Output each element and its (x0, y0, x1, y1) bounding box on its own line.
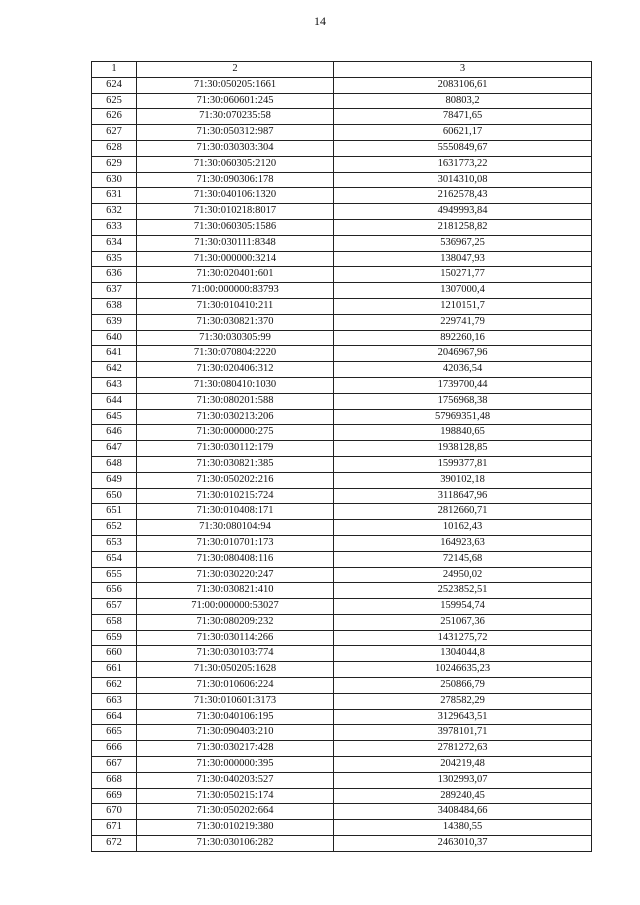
table-row (92, 251, 592, 267)
cadastral-number-cell: 71:30:030305:99 (137, 330, 334, 346)
row-number-cell: 626 (92, 109, 137, 125)
cadastral-number-cell: 71:30:050215:174 (137, 788, 334, 804)
row-number-cell: 638 (92, 298, 137, 314)
value-cell: 1302993,07 (334, 772, 592, 788)
table-row (92, 393, 592, 409)
table-row (92, 646, 592, 662)
cadastral-number-cell: 71:30:080209:232 (137, 614, 334, 630)
table-row (92, 551, 592, 567)
row-number-cell: 640 (92, 330, 137, 346)
table-row (92, 140, 592, 156)
cadastral-number-cell: 71:30:050205:1628 (137, 662, 334, 678)
row-number-cell: 646 (92, 425, 137, 441)
value-cell: 1631773,22 (334, 156, 592, 172)
table-row (92, 283, 592, 299)
cadastral-number-cell: 71:30:000000:395 (137, 757, 334, 773)
table-row (92, 188, 592, 204)
table-row (92, 630, 592, 646)
table-row (92, 346, 592, 362)
table-row (92, 362, 592, 378)
row-number-cell: 662 (92, 678, 137, 694)
value-cell: 2463010,37 (334, 836, 592, 852)
cadastral-number-cell: 71:30:010219:380 (137, 820, 334, 836)
table-row (92, 204, 592, 220)
value-cell: 278582,29 (334, 693, 592, 709)
cadastral-number-cell: 71:30:050202:664 (137, 804, 334, 820)
row-number-cell: 637 (92, 283, 137, 299)
table-row (92, 109, 592, 125)
row-number-cell: 666 (92, 741, 137, 757)
table-row (92, 614, 592, 630)
cadastral-number-cell: 71:30:030213:206 (137, 409, 334, 425)
value-cell: 289240,45 (334, 788, 592, 804)
cadastral-number-cell: 71:00:000000:53027 (137, 599, 334, 615)
table-row (92, 535, 592, 551)
table-row (92, 267, 592, 283)
cadastral-number-cell: 71:30:070804:2220 (137, 346, 334, 362)
table-row (92, 678, 592, 694)
row-number-cell: 656 (92, 583, 137, 599)
row-number-cell: 654 (92, 551, 137, 567)
table-row (92, 772, 592, 788)
row-number-cell: 645 (92, 409, 137, 425)
row-number-cell: 650 (92, 488, 137, 504)
cadastral-number-cell: 71:30:050312:987 (137, 125, 334, 141)
value-cell: 42036,54 (334, 362, 592, 378)
row-number-cell: 634 (92, 235, 137, 251)
cadastral-number-cell: 71:30:020406:312 (137, 362, 334, 378)
value-cell: 150271,77 (334, 267, 592, 283)
cadastral-number-cell: 71:30:030220:247 (137, 567, 334, 583)
table-row (92, 488, 592, 504)
cadastral-number-cell: 71:30:030103:774 (137, 646, 334, 662)
cadastral-number-cell: 71:30:010410:211 (137, 298, 334, 314)
value-cell: 78471,65 (334, 109, 592, 125)
table-row (92, 377, 592, 393)
value-cell: 1307000,4 (334, 283, 592, 299)
value-cell: 1739700,44 (334, 377, 592, 393)
row-number-cell: 630 (92, 172, 137, 188)
table-row (92, 725, 592, 741)
row-number-cell: 627 (92, 125, 137, 141)
cadastral-number-cell: 71:30:010606:224 (137, 678, 334, 694)
value-cell: 24950,02 (334, 567, 592, 583)
cadastral-number-cell: 71:30:010215:724 (137, 488, 334, 504)
value-cell: 80803,2 (334, 93, 592, 109)
table-row (92, 93, 592, 109)
cadastral-number-cell: 71:30:020401:601 (137, 267, 334, 283)
cadastral-number-cell: 71:30:000000:3214 (137, 251, 334, 267)
table-row (92, 441, 592, 457)
column-header-value: 3 (334, 62, 592, 78)
cadastral-number-cell: 71:30:030821:410 (137, 583, 334, 599)
cadastral-number-cell: 71:30:010701:173 (137, 535, 334, 551)
row-number-cell: 652 (92, 520, 137, 536)
value-cell: 3408484,66 (334, 804, 592, 820)
row-number-cell: 633 (92, 219, 137, 235)
value-cell: 1210151,7 (334, 298, 592, 314)
table-row (92, 235, 592, 251)
cadastral-number-cell: 71:30:080104:94 (137, 520, 334, 536)
table-row (92, 709, 592, 725)
table-row (92, 330, 592, 346)
cadastral-number-cell: 71:30:080201:588 (137, 393, 334, 409)
cadastral-number-cell: 71:30:030106:282 (137, 836, 334, 852)
table-header-row (92, 62, 592, 78)
value-cell: 2181258,82 (334, 219, 592, 235)
table-row (92, 77, 592, 93)
value-cell: 60621,17 (334, 125, 592, 141)
row-number-cell: 624 (92, 77, 137, 93)
table-row (92, 599, 592, 615)
cadastral-number-cell: 71:30:030112:179 (137, 441, 334, 457)
cadastral-number-cell: 71:30:040106:195 (137, 709, 334, 725)
row-number-cell: 635 (92, 251, 137, 267)
row-number-cell: 636 (92, 267, 137, 283)
row-number-cell: 660 (92, 646, 137, 662)
row-number-cell: 639 (92, 314, 137, 330)
table-row (92, 504, 592, 520)
column-header-cadastral-number: 2 (137, 62, 334, 78)
value-cell: 2046967,96 (334, 346, 592, 362)
row-number-cell: 671 (92, 820, 137, 836)
value-cell: 198840,65 (334, 425, 592, 441)
value-cell: 229741,79 (334, 314, 592, 330)
row-number-cell: 661 (92, 662, 137, 678)
table-row (92, 567, 592, 583)
row-number-cell: 664 (92, 709, 137, 725)
cadastral-number-cell: 71:30:090306:178 (137, 172, 334, 188)
cadastral-number-cell: 71:30:030114:266 (137, 630, 334, 646)
table-row (92, 741, 592, 757)
value-cell: 5550849,67 (334, 140, 592, 156)
table-row (92, 456, 592, 472)
row-number-cell: 648 (92, 456, 137, 472)
value-cell: 536967,25 (334, 235, 592, 251)
value-cell: 3978101,71 (334, 725, 592, 741)
row-number-cell: 643 (92, 377, 137, 393)
value-cell: 138047,93 (334, 251, 592, 267)
cadastral-number-cell: 71:30:030217:428 (137, 741, 334, 757)
row-number-cell: 669 (92, 788, 137, 804)
cadastral-number-cell: 71:30:040106:1320 (137, 188, 334, 204)
table-row (92, 472, 592, 488)
table-row (92, 156, 592, 172)
value-cell: 1304044,8 (334, 646, 592, 662)
row-number-cell: 649 (92, 472, 137, 488)
cadastral-number-cell: 71:30:080410:1030 (137, 377, 334, 393)
cadastral-number-cell: 71:30:060601:245 (137, 93, 334, 109)
cadastral-number-cell: 71:30:030303:304 (137, 140, 334, 156)
table-row (92, 804, 592, 820)
value-cell: 251067,36 (334, 614, 592, 630)
cadastral-number-cell: 71:30:050205:1661 (137, 77, 334, 93)
value-cell: 14380,55 (334, 820, 592, 836)
value-cell: 10246635,23 (334, 662, 592, 678)
row-number-cell: 632 (92, 204, 137, 220)
table-row (92, 125, 592, 141)
value-cell: 1431275,72 (334, 630, 592, 646)
table-row (92, 583, 592, 599)
row-number-cell: 642 (92, 362, 137, 378)
row-number-cell: 672 (92, 836, 137, 852)
table-row (92, 219, 592, 235)
table-row (92, 757, 592, 773)
value-cell: 3014310,08 (334, 172, 592, 188)
cadastral-number-cell: 71:30:060305:1586 (137, 219, 334, 235)
cadastral-number-cell: 71:30:080408:116 (137, 551, 334, 567)
value-cell: 390102,18 (334, 472, 592, 488)
value-cell: 2083106,61 (334, 77, 592, 93)
row-number-cell: 625 (92, 93, 137, 109)
table-row (92, 409, 592, 425)
value-cell: 57969351,48 (334, 409, 592, 425)
row-number-cell: 657 (92, 599, 137, 615)
cadastral-number-cell: 71:30:030111:8348 (137, 235, 334, 251)
row-number-cell: 651 (92, 504, 137, 520)
cadastral-number-cell: 71:30:030821:370 (137, 314, 334, 330)
cadastral-number-cell: 71:30:050202:216 (137, 472, 334, 488)
value-cell: 2162578,43 (334, 188, 592, 204)
value-cell: 1938128,85 (334, 441, 592, 457)
table-row (92, 520, 592, 536)
value-cell: 3129643,51 (334, 709, 592, 725)
cadastral-number-cell: 71:30:090403:210 (137, 725, 334, 741)
row-number-cell: 663 (92, 693, 137, 709)
value-cell: 3118647,96 (334, 488, 592, 504)
value-cell: 250866,79 (334, 678, 592, 694)
value-cell: 2523852,51 (334, 583, 592, 599)
value-cell: 2781272,63 (334, 741, 592, 757)
row-number-cell: 659 (92, 630, 137, 646)
table-row (92, 314, 592, 330)
cadastral-number-cell: 71:30:010218:8017 (137, 204, 334, 220)
row-number-cell: 655 (92, 567, 137, 583)
cadastral-number-cell: 71:30:000000:275 (137, 425, 334, 441)
value-cell: 1599377,81 (334, 456, 592, 472)
cadastral-number-cell: 71:00:000000:83793 (137, 283, 334, 299)
value-cell: 159954,74 (334, 599, 592, 615)
cadastral-value-table (91, 61, 592, 852)
table-row (92, 820, 592, 836)
row-number-cell: 658 (92, 614, 137, 630)
cadastral-number-cell: 71:30:010601:3173 (137, 693, 334, 709)
table-row (92, 172, 592, 188)
row-number-cell: 628 (92, 140, 137, 156)
row-number-cell: 629 (92, 156, 137, 172)
value-cell: 10162,43 (334, 520, 592, 536)
row-number-cell: 653 (92, 535, 137, 551)
table-row (92, 662, 592, 678)
table-row (92, 693, 592, 709)
row-number-cell: 647 (92, 441, 137, 457)
table-row (92, 788, 592, 804)
value-cell: 2812660,71 (334, 504, 592, 520)
cadastral-number-cell: 71:30:030821:385 (137, 456, 334, 472)
value-cell: 4949993,84 (334, 204, 592, 220)
cadastral-number-cell: 71:30:060305:2120 (137, 156, 334, 172)
row-number-cell: 670 (92, 804, 137, 820)
row-number-cell: 667 (92, 757, 137, 773)
row-number-cell: 668 (92, 772, 137, 788)
value-cell: 72145,68 (334, 551, 592, 567)
cadastral-number-cell: 71:30:070235:58 (137, 109, 334, 125)
value-cell: 164923,63 (334, 535, 592, 551)
value-cell: 204219,48 (334, 757, 592, 773)
cadastral-number-cell: 71:30:010408:171 (137, 504, 334, 520)
row-number-cell: 644 (92, 393, 137, 409)
table-row (92, 298, 592, 314)
row-number-cell: 631 (92, 188, 137, 204)
table-body (92, 77, 592, 851)
page-number: 14 (314, 14, 326, 28)
cadastral-number-cell: 71:30:040203:527 (137, 772, 334, 788)
column-header-number: 1 (92, 62, 137, 78)
row-number-cell: 665 (92, 725, 137, 741)
value-cell: 1756968,38 (334, 393, 592, 409)
value-cell: 892260,16 (334, 330, 592, 346)
table-row (92, 425, 592, 441)
table-row (92, 836, 592, 852)
row-number-cell: 641 (92, 346, 137, 362)
